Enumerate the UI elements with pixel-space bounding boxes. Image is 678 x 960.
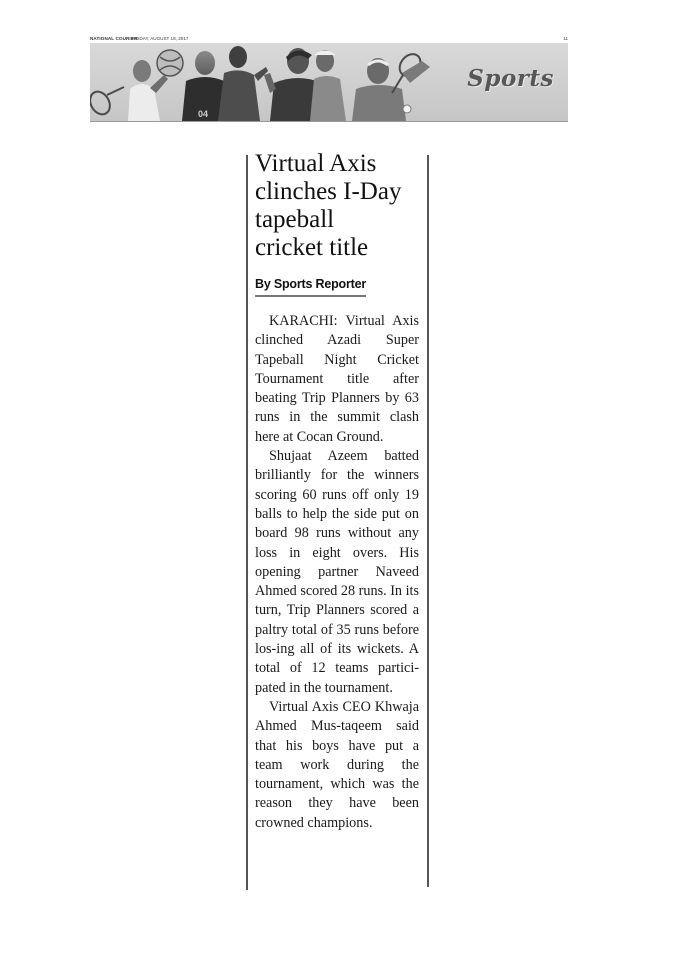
headline-line: Virtual Axis — [255, 150, 377, 177]
byline: By Sports Reporter — [255, 277, 366, 297]
column-rule-left — [246, 155, 248, 890]
tennis-racket-figure — [90, 87, 124, 118]
headline-line: clinches I-Day — [255, 178, 402, 205]
section-title: Sports — [467, 65, 554, 92]
article-paragraph: KARACHI: Virtual Axis clinched Azadi Super Tapeball Night Cricket Tournament title after beating Trip Planners by 63 runs in the summit clash here at Cocan Ground. — [255, 313, 419, 445]
article-paragraph: Shujaat Azeem batted brilliantly for the winners scoring 60 runs off only 19 balls to help the side put on board 98 runs without any loss in eight overs. His opening partner Naveed Ahmed scored 28 runs. In its turn, Trip Planners scored a paltry total of 35 runs before los-ing all of its wickets. A total of 12 teams partici-pated in the tournament. — [255, 448, 419, 696]
athlete-figure-5 — [310, 50, 346, 121]
section-banner — [90, 43, 568, 122]
headline-line: cricket title — [255, 234, 369, 261]
athlete-figure-6 — [352, 50, 425, 121]
page-number: 11 — [563, 36, 568, 41]
publication-name: NATIONAL COURIER — [90, 36, 138, 41]
headline-line: tapeball — [255, 206, 335, 233]
tennis-ball-figure — [157, 50, 183, 76]
column-rule-right — [427, 155, 429, 887]
athlete-figure-3 — [218, 46, 268, 121]
article-body — [255, 312, 419, 833]
jersey-number: 04 — [198, 109, 209, 119]
article-headline — [255, 150, 423, 262]
issue-date: FRIDAY, AUGUST 18, 2017 — [132, 36, 189, 41]
athlete-arm-figure — [402, 61, 430, 113]
article-paragraph: Virtual Axis CEO Khwaja Ahmed Mus-taqeem said that his boys have put a team work during the tournament, which was the reason they have been crowned champions. — [255, 698, 419, 831]
